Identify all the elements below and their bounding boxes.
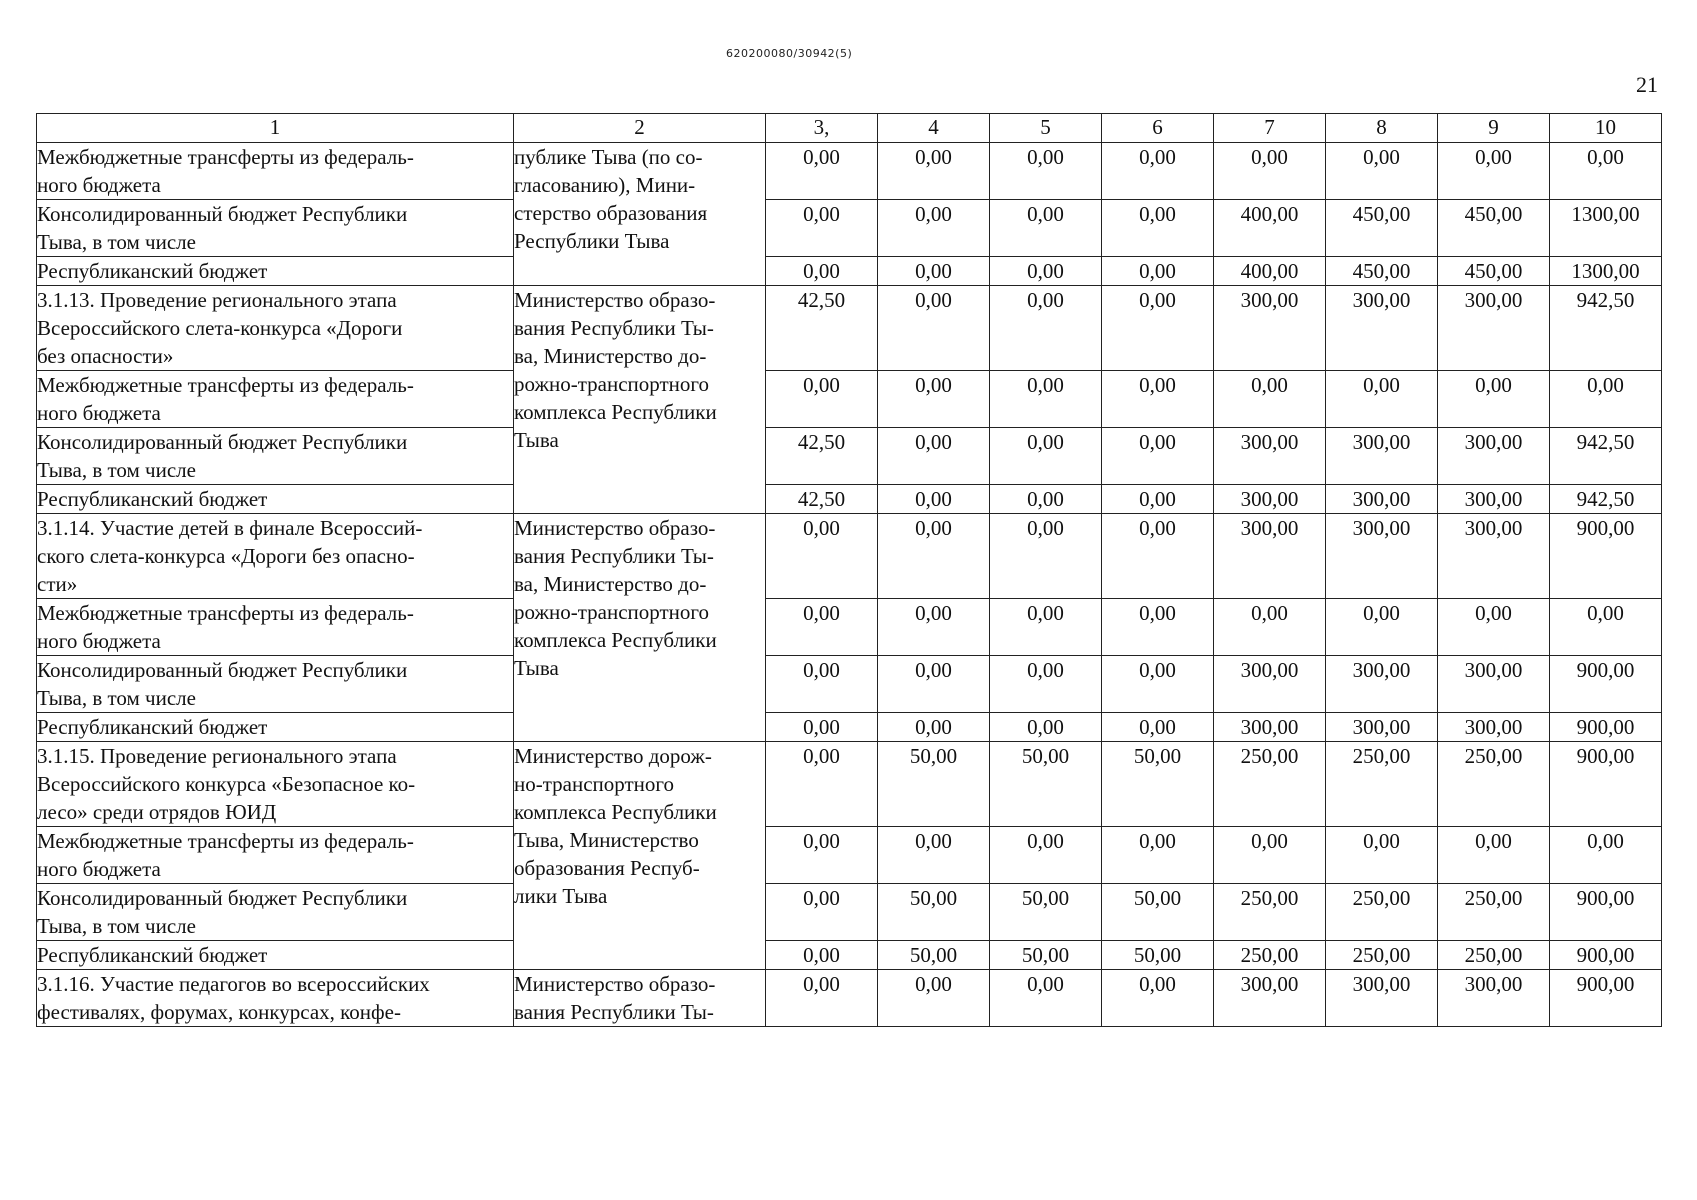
amount-cell: 42,50 bbox=[766, 428, 878, 485]
amount-cell: 0,00 bbox=[878, 428, 990, 485]
amount-cell: 0,00 bbox=[878, 200, 990, 257]
amount-cell: 0,00 bbox=[1326, 827, 1438, 884]
responsible-executor: публике Тыва (по со- гласованию), Мини- стерство образования Республики Тыва bbox=[514, 143, 766, 286]
amount-cell: 300,00 bbox=[1438, 286, 1550, 371]
amount-cell: 0,00 bbox=[1102, 827, 1214, 884]
amount-cell: 0,00 bbox=[1102, 656, 1214, 713]
column-header: 7 bbox=[1214, 114, 1326, 143]
amount-cell: 300,00 bbox=[1326, 286, 1438, 371]
table-row bbox=[37, 713, 1662, 742]
amount-cell: 0,00 bbox=[990, 200, 1102, 257]
amount-cell: 0,00 bbox=[1438, 371, 1550, 428]
amount-cell: 1300,00 bbox=[1550, 200, 1662, 257]
table-row bbox=[37, 599, 1662, 656]
amount-cell: 0,00 bbox=[766, 200, 878, 257]
amount-cell: 300,00 bbox=[1214, 428, 1326, 485]
amount-cell: 0,00 bbox=[1102, 970, 1214, 1027]
amount-cell: 300,00 bbox=[1326, 656, 1438, 713]
row-label: Консолидированный бюджет Республики Тыва, в том числе bbox=[37, 428, 514, 485]
table-row bbox=[37, 514, 1662, 599]
table-row bbox=[37, 257, 1662, 286]
amount-cell: 250,00 bbox=[1326, 941, 1438, 970]
amount-cell: 50,00 bbox=[878, 941, 990, 970]
amount-cell: 250,00 bbox=[1214, 742, 1326, 827]
amount-cell: 0,00 bbox=[1550, 827, 1662, 884]
amount-cell: 0,00 bbox=[1438, 143, 1550, 200]
amount-cell: 300,00 bbox=[1438, 713, 1550, 742]
amount-cell: 0,00 bbox=[990, 485, 1102, 514]
amount-cell: 0,00 bbox=[878, 371, 990, 428]
amount-cell: 0,00 bbox=[878, 599, 990, 656]
amount-cell: 0,00 bbox=[1438, 827, 1550, 884]
amount-cell: 300,00 bbox=[1438, 514, 1550, 599]
amount-cell: 0,00 bbox=[990, 514, 1102, 599]
amount-cell: 900,00 bbox=[1550, 884, 1662, 941]
page-number: 21 bbox=[1636, 72, 1658, 97]
table-body bbox=[37, 143, 1662, 1027]
column-header: 8 bbox=[1326, 114, 1438, 143]
column-header: 3, bbox=[766, 114, 878, 143]
amount-cell: 0,00 bbox=[766, 143, 878, 200]
row-label: Республиканский бюджет bbox=[37, 941, 514, 970]
amount-cell: 0,00 bbox=[766, 656, 878, 713]
amount-cell: 450,00 bbox=[1326, 200, 1438, 257]
responsible-executor: Министерство образо- вания Республики Ты- bbox=[514, 970, 766, 1027]
amount-cell: 300,00 bbox=[1214, 485, 1326, 514]
amount-cell: 400,00 bbox=[1214, 257, 1326, 286]
amount-cell: 0,00 bbox=[1326, 371, 1438, 428]
amount-cell: 900,00 bbox=[1550, 941, 1662, 970]
amount-cell: 0,00 bbox=[878, 514, 990, 599]
amount-cell: 300,00 bbox=[1326, 428, 1438, 485]
amount-cell: 942,50 bbox=[1550, 286, 1662, 371]
amount-cell: 50,00 bbox=[990, 884, 1102, 941]
amount-cell: 300,00 bbox=[1326, 485, 1438, 514]
amount-cell: 0,00 bbox=[766, 514, 878, 599]
column-header: 5 bbox=[990, 114, 1102, 143]
amount-cell: 250,00 bbox=[1214, 884, 1326, 941]
table-row bbox=[37, 371, 1662, 428]
amount-cell: 0,00 bbox=[1102, 485, 1214, 514]
amount-cell: 300,00 bbox=[1214, 286, 1326, 371]
amount-cell: 0,00 bbox=[1550, 599, 1662, 656]
amount-cell: 0,00 bbox=[766, 371, 878, 428]
amount-cell: 250,00 bbox=[1326, 742, 1438, 827]
amount-cell: 0,00 bbox=[878, 656, 990, 713]
table-row bbox=[37, 485, 1662, 514]
amount-cell: 300,00 bbox=[1214, 656, 1326, 713]
amount-cell: 0,00 bbox=[878, 970, 990, 1027]
amount-cell: 0,00 bbox=[766, 884, 878, 941]
amount-cell: 0,00 bbox=[878, 827, 990, 884]
table-row bbox=[37, 884, 1662, 941]
amount-cell: 50,00 bbox=[878, 742, 990, 827]
amount-cell: 0,00 bbox=[1214, 143, 1326, 200]
amount-cell: 300,00 bbox=[1214, 713, 1326, 742]
amount-cell: 0,00 bbox=[1102, 200, 1214, 257]
row-label: Республиканский бюджет bbox=[37, 257, 514, 286]
amount-cell: 300,00 bbox=[1438, 428, 1550, 485]
row-label: 3.1.15. Проведение регионального этапа Всероссийского конкурса «Безопасное ко- лесо» среди отрядов ЮИД bbox=[37, 742, 514, 827]
column-header: 6 bbox=[1102, 114, 1214, 143]
amount-cell: 250,00 bbox=[1438, 884, 1550, 941]
amount-cell: 942,50 bbox=[1550, 428, 1662, 485]
amount-cell: 0,00 bbox=[1102, 371, 1214, 428]
amount-cell: 0,00 bbox=[1102, 257, 1214, 286]
responsible-executor: Министерство образо- вания Республики Ты- ва, Министерство до- рожно-транспортного комплекса Республики Тыва bbox=[514, 514, 766, 742]
column-header: 1 bbox=[37, 114, 514, 143]
amount-cell: 0,00 bbox=[878, 286, 990, 371]
amount-cell: 0,00 bbox=[766, 941, 878, 970]
row-label: Консолидированный бюджет Республики Тыва, в том числе bbox=[37, 200, 514, 257]
responsible-executor: Министерство дорож- но-транспортного комплекса Республики Тыва, Министерство образования Респуб- лики Тыва bbox=[514, 742, 766, 970]
row-label: Республиканский бюджет bbox=[37, 713, 514, 742]
amount-cell: 0,00 bbox=[1102, 428, 1214, 485]
amount-cell: 0,00 bbox=[1550, 371, 1662, 428]
column-header: 2 bbox=[514, 114, 766, 143]
amount-cell: 0,00 bbox=[990, 656, 1102, 713]
table-row bbox=[37, 428, 1662, 485]
amount-cell: 0,00 bbox=[990, 143, 1102, 200]
row-label: 3.1.13. Проведение регионального этапа Всероссийского слета-конкурса «Дороги без опасности» bbox=[37, 286, 514, 371]
amount-cell: 0,00 bbox=[1214, 599, 1326, 656]
amount-cell: 50,00 bbox=[990, 941, 1102, 970]
amount-cell: 50,00 bbox=[1102, 884, 1214, 941]
amount-cell: 0,00 bbox=[990, 970, 1102, 1027]
table-row bbox=[37, 286, 1662, 371]
amount-cell: 0,00 bbox=[990, 257, 1102, 286]
row-label: 3.1.14. Участие детей в финале Всероссий- ского слета-конкурса «Дороги без опасно- сти» bbox=[37, 514, 514, 599]
amount-cell: 0,00 bbox=[766, 599, 878, 656]
amount-cell: 0,00 bbox=[1102, 286, 1214, 371]
amount-cell: 1300,00 bbox=[1550, 257, 1662, 286]
amount-cell: 0,00 bbox=[1214, 371, 1326, 428]
table-row bbox=[37, 941, 1662, 970]
amount-cell: 0,00 bbox=[1102, 713, 1214, 742]
table-row bbox=[37, 970, 1662, 1027]
column-header: 10 bbox=[1550, 114, 1662, 143]
amount-cell: 900,00 bbox=[1550, 970, 1662, 1027]
amount-cell: 450,00 bbox=[1326, 257, 1438, 286]
amount-cell: 942,50 bbox=[1550, 485, 1662, 514]
amount-cell: 0,00 bbox=[990, 827, 1102, 884]
amount-cell: 0,00 bbox=[1326, 599, 1438, 656]
amount-cell: 250,00 bbox=[1214, 941, 1326, 970]
amount-cell: 50,00 bbox=[1102, 941, 1214, 970]
amount-cell: 0,00 bbox=[1102, 514, 1214, 599]
amount-cell: 0,00 bbox=[766, 827, 878, 884]
amount-cell: 0,00 bbox=[1102, 599, 1214, 656]
amount-cell: 250,00 bbox=[1438, 742, 1550, 827]
document-id: 620200080/30942(5) bbox=[726, 47, 853, 60]
row-label: Республиканский бюджет bbox=[37, 485, 514, 514]
table-row bbox=[37, 200, 1662, 257]
amount-cell: 400,00 bbox=[1214, 200, 1326, 257]
column-header: 9 bbox=[1438, 114, 1550, 143]
amount-cell: 300,00 bbox=[1438, 485, 1550, 514]
amount-cell: 0,00 bbox=[990, 599, 1102, 656]
amount-cell: 0,00 bbox=[878, 143, 990, 200]
amount-cell: 300,00 bbox=[1438, 970, 1550, 1027]
row-label: Консолидированный бюджет Республики Тыва, в том числе bbox=[37, 884, 514, 941]
amount-cell: 0,00 bbox=[1214, 827, 1326, 884]
table-row bbox=[37, 656, 1662, 713]
amount-cell: 250,00 bbox=[1438, 941, 1550, 970]
budget-table bbox=[36, 113, 1662, 1027]
amount-cell: 300,00 bbox=[1214, 970, 1326, 1027]
amount-cell: 0,00 bbox=[1550, 143, 1662, 200]
amount-cell: 450,00 bbox=[1438, 257, 1550, 286]
row-label: Межбюджетные трансферты из федераль- ного бюджета bbox=[37, 143, 514, 200]
table-row bbox=[37, 143, 1662, 200]
amount-cell: 0,00 bbox=[878, 485, 990, 514]
amount-cell: 300,00 bbox=[1214, 514, 1326, 599]
amount-cell: 0,00 bbox=[1326, 143, 1438, 200]
amount-cell: 0,00 bbox=[878, 713, 990, 742]
amount-cell: 0,00 bbox=[766, 742, 878, 827]
amount-cell: 0,00 bbox=[990, 371, 1102, 428]
row-label: Консолидированный бюджет Республики Тыва, в том числе bbox=[37, 656, 514, 713]
row-label: Межбюджетные трансферты из федераль- ного бюджета bbox=[37, 371, 514, 428]
amount-cell: 0,00 bbox=[878, 257, 990, 286]
amount-cell: 0,00 bbox=[766, 970, 878, 1027]
row-label: Межбюджетные трансферты из федераль- ного бюджета bbox=[37, 827, 514, 884]
amount-cell: 250,00 bbox=[1326, 884, 1438, 941]
amount-cell: 42,50 bbox=[766, 485, 878, 514]
column-header: 4 bbox=[878, 114, 990, 143]
responsible-executor: Министерство образо- вания Республики Ты- ва, Министерство до- рожно-транспортного комплекса Республики Тыва bbox=[514, 286, 766, 514]
amount-cell: 0,00 bbox=[766, 257, 878, 286]
amount-cell: 900,00 bbox=[1550, 713, 1662, 742]
amount-cell: 900,00 bbox=[1550, 514, 1662, 599]
amount-cell: 900,00 bbox=[1550, 742, 1662, 827]
amount-cell: 300,00 bbox=[1438, 656, 1550, 713]
amount-cell: 0,00 bbox=[1438, 599, 1550, 656]
amount-cell: 50,00 bbox=[878, 884, 990, 941]
amount-cell: 300,00 bbox=[1326, 713, 1438, 742]
amount-cell: 0,00 bbox=[990, 713, 1102, 742]
amount-cell: 0,00 bbox=[990, 428, 1102, 485]
amount-cell: 42,50 bbox=[766, 286, 878, 371]
amount-cell: 300,00 bbox=[1326, 514, 1438, 599]
amount-cell: 0,00 bbox=[990, 286, 1102, 371]
column-number-row bbox=[37, 114, 1662, 143]
amount-cell: 450,00 bbox=[1438, 200, 1550, 257]
amount-cell: 0,00 bbox=[766, 713, 878, 742]
row-label: 3.1.16. Участие педагогов во всероссийских фестивалях, форумах, конкурсах, конфе- bbox=[37, 970, 514, 1027]
amount-cell: 0,00 bbox=[1102, 143, 1214, 200]
amount-cell: 50,00 bbox=[990, 742, 1102, 827]
amount-cell: 50,00 bbox=[1102, 742, 1214, 827]
row-label: Межбюджетные трансферты из федераль- ного бюджета bbox=[37, 599, 514, 656]
amount-cell: 300,00 bbox=[1326, 970, 1438, 1027]
table-row bbox=[37, 827, 1662, 884]
amount-cell: 900,00 bbox=[1550, 656, 1662, 713]
table-row bbox=[37, 742, 1662, 827]
